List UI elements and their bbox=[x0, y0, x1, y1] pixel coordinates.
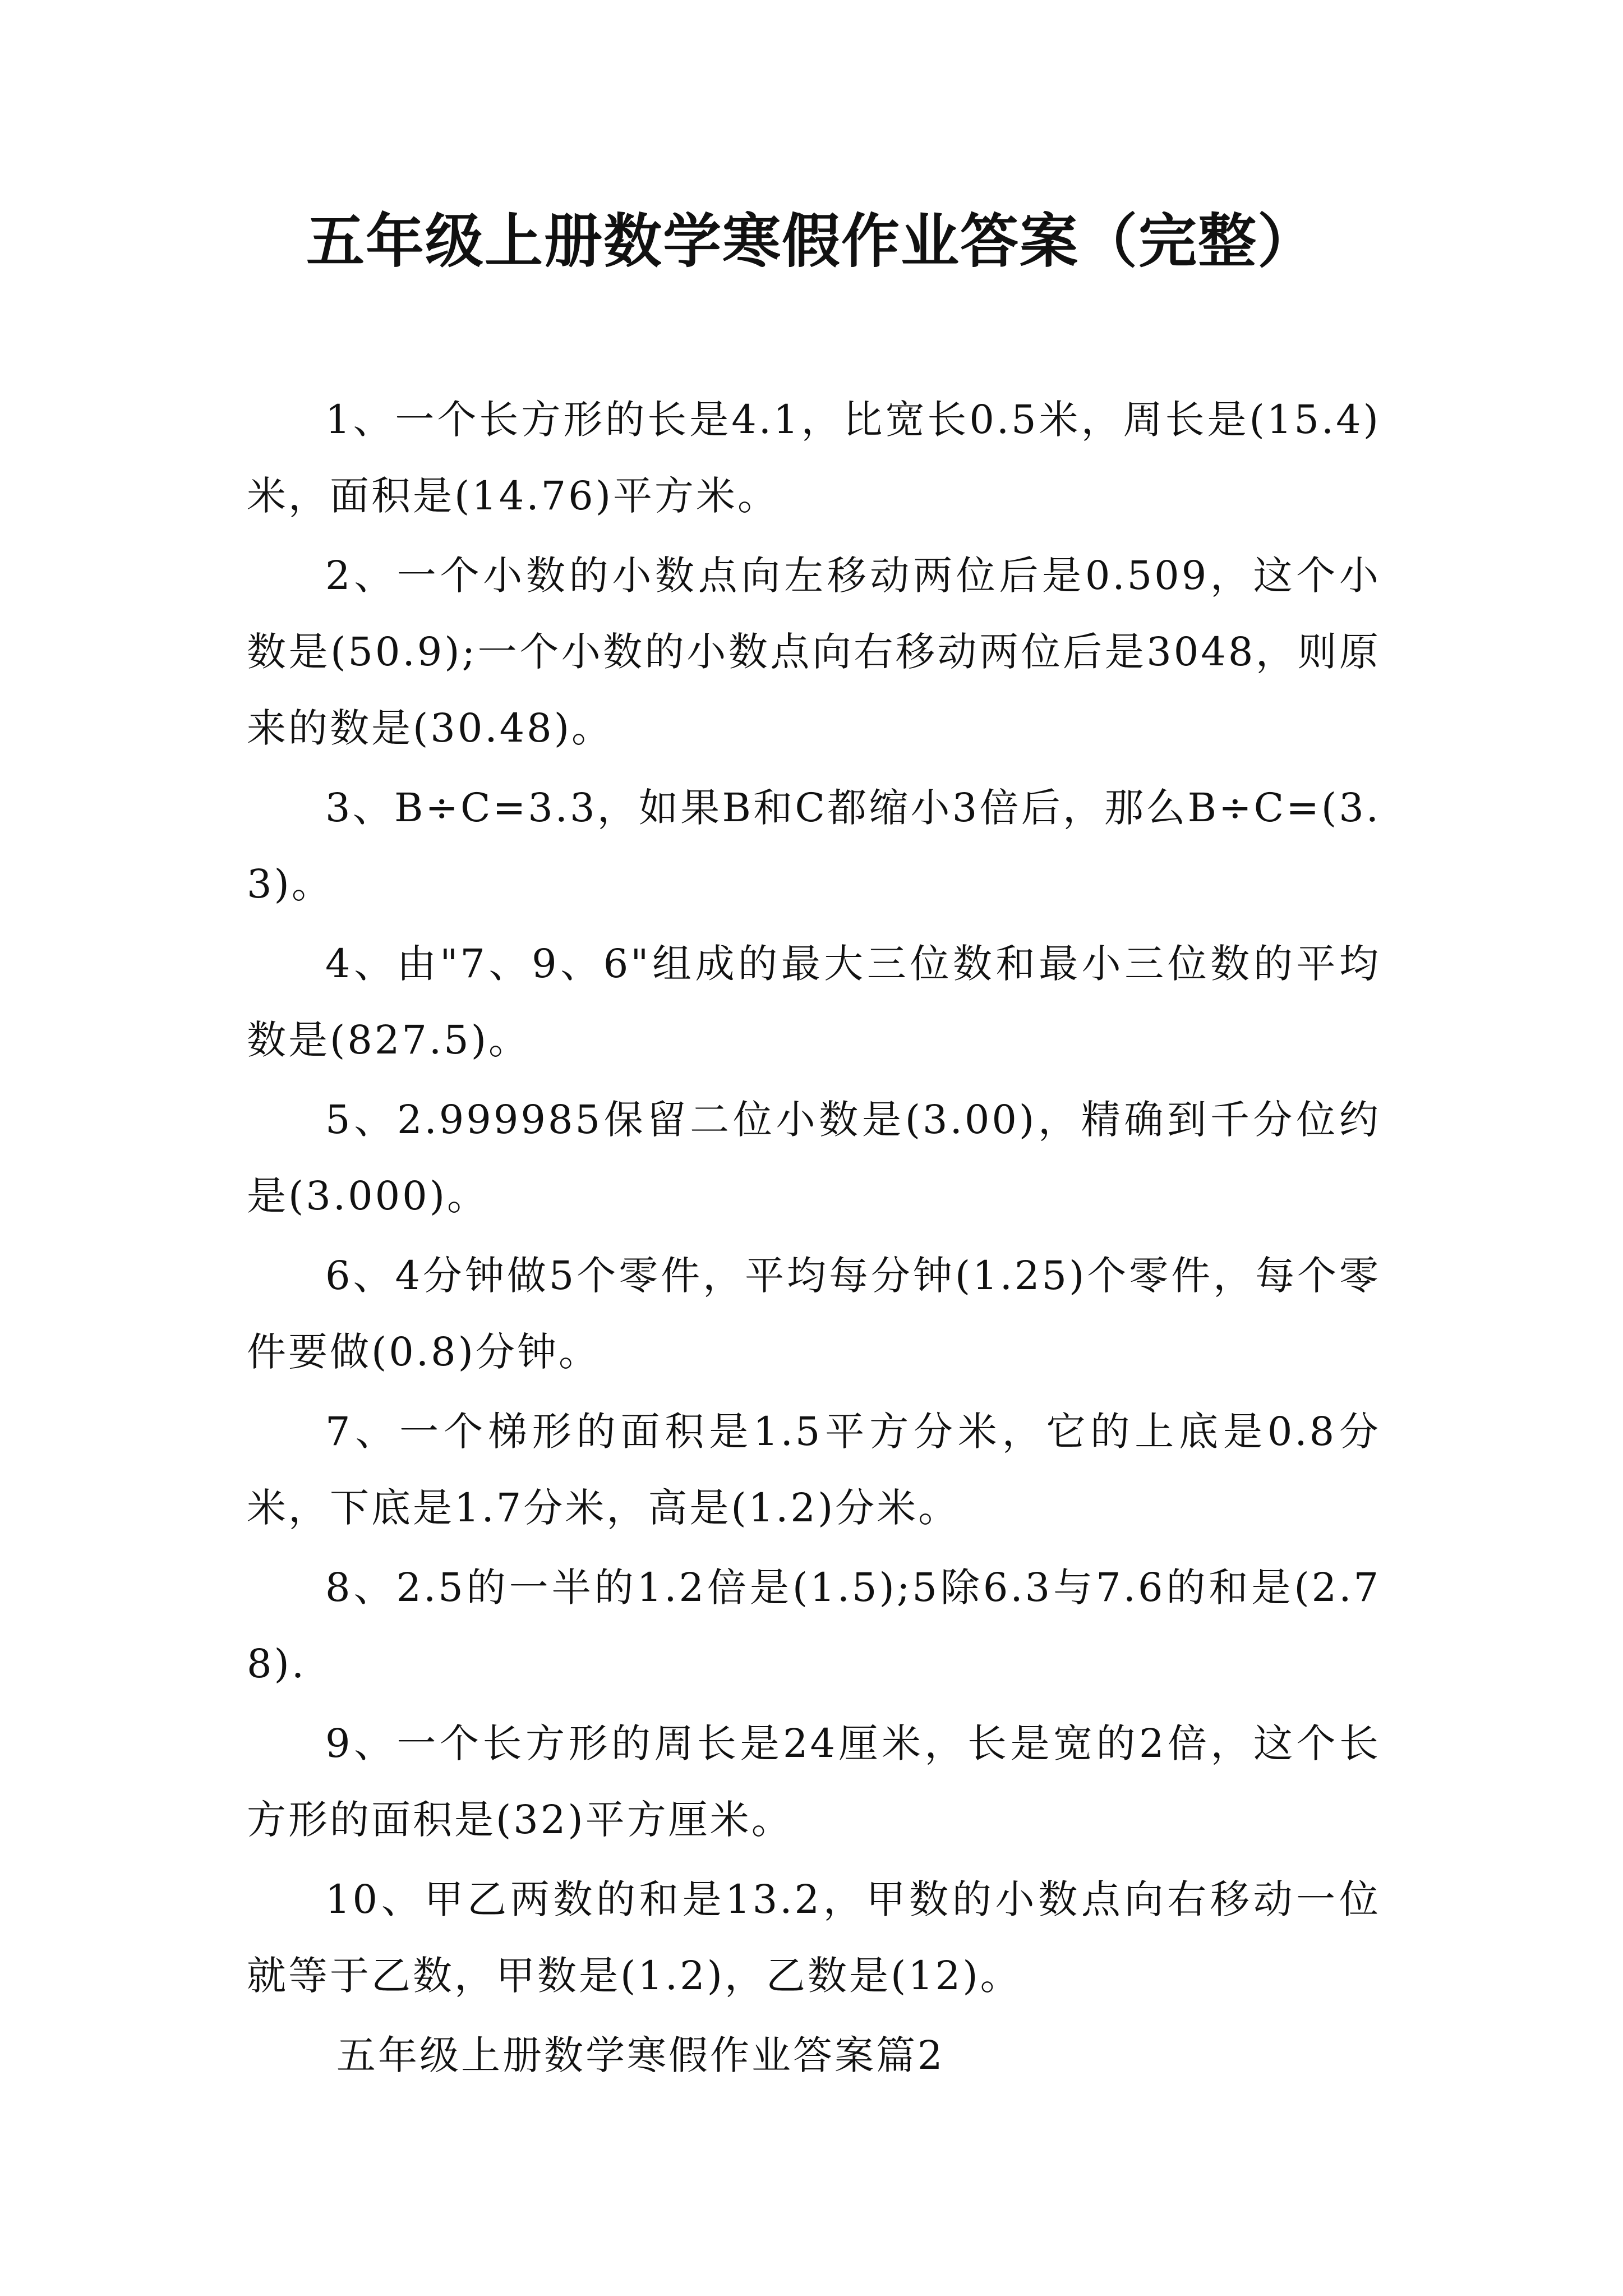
section-heading: 五年级上册数学寒假作业答案篇2 bbox=[336, 2032, 945, 2078]
question-item-10: 10、甲乙两数的和是13.2，甲数的小数点向右移动一位就等于乙数，甲数是(1.2)，乙数是(12)。 bbox=[247, 1876, 1381, 1999]
question-item-8: 8、2.5的一半的1.2倍是(1.5);5除6.3与7.6的和是(2.78). bbox=[247, 1565, 1381, 1687]
question-item-9: 9、一个长方形的周长是24厘米，长是宽的2倍，这个长方形的面积是(32)平方厘米。 bbox=[247, 1720, 1381, 1843]
question-item-7: 7、一个梯形的面积是1.5平方分米，它的上底是0.8分米，下底是1.7分米，高是(1.2)分米。 bbox=[247, 1409, 1381, 1531]
page-title: 五年级上册数学寒假作业答案（完整） bbox=[306, 206, 1317, 275]
question-item-5: 5、2.999985保留二位小数是(3.00)，精确到千分位约是(3.000)。 bbox=[247, 1097, 1381, 1219]
document-body bbox=[247, 381, 1381, 2093]
question-item-2: 2、一个小数的小数点向左移动两位后是0.509，这个小数是(50.9);一个小数的小数点向右移动两位后是3048，则原来的数是(30.48)。 bbox=[247, 553, 1381, 751]
question-item-1: 1、一个长方形的长是4.1，比宽长0.5米，周长是(15.4)米，面积是(14.76)平方米。 bbox=[247, 397, 1381, 519]
question-item-3: 3、B÷C=3.3，如果B和C都缩小3倍后，那么B÷C=(3.3)。 bbox=[247, 785, 1381, 907]
question-item-6: 6、4分钟做5个零件，平均每分钟(1.25)个零件，每个零件要做(0.8)分钟。 bbox=[247, 1253, 1381, 1375]
question-item-4: 4、由"7、9、6"组成的最大三位数和最小三位数的平均数是(827.5)。 bbox=[247, 941, 1381, 1063]
